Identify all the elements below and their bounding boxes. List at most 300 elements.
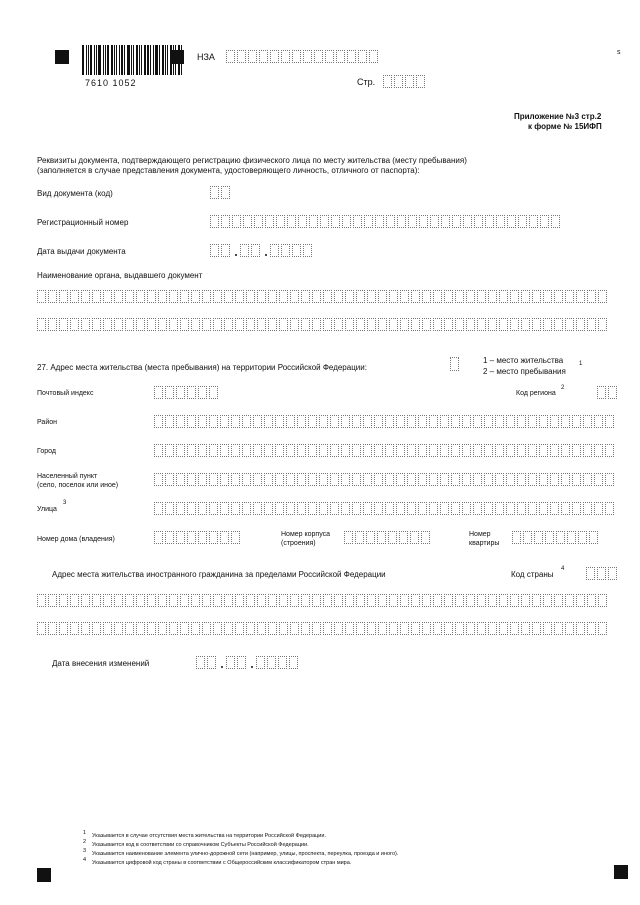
entry-cell[interactable]: [154, 415, 163, 428]
entry-cell[interactable]: [510, 594, 519, 607]
entry-cell[interactable]: [114, 594, 123, 607]
entry-cell[interactable]: [286, 473, 295, 486]
entry-cell[interactable]: [165, 415, 174, 428]
entry-cell[interactable]: [422, 622, 431, 635]
entry-cell[interactable]: [257, 290, 266, 303]
entry-cell[interactable]: [297, 415, 306, 428]
entry-cell[interactable]: [378, 318, 387, 331]
entry-cell[interactable]: [231, 531, 240, 544]
entry-cell[interactable]: [429, 444, 438, 457]
entry-cell[interactable]: [578, 531, 587, 544]
entry-cell[interactable]: [202, 594, 211, 607]
street-cells[interactable]: [154, 502, 616, 515]
entry-cell[interactable]: [209, 386, 218, 399]
entry-cell[interactable]: [308, 502, 317, 515]
entry-cell[interactable]: [314, 50, 323, 63]
issuer-cells-row-1[interactable]: [37, 290, 609, 303]
entry-cell[interactable]: [59, 594, 68, 607]
entry-cell[interactable]: [257, 318, 266, 331]
entry-cell[interactable]: [220, 531, 229, 544]
doc-type-cells[interactable]: [210, 186, 232, 199]
entry-cell[interactable]: [169, 290, 178, 303]
entry-cell[interactable]: [466, 622, 475, 635]
entry-cell[interactable]: [246, 290, 255, 303]
entry-cell[interactable]: [583, 415, 592, 428]
entry-cell[interactable]: [411, 318, 420, 331]
entry-cell[interactable]: [429, 502, 438, 515]
entry-cell[interactable]: [279, 290, 288, 303]
entry-cell[interactable]: [334, 594, 343, 607]
entry-cell[interactable]: [517, 444, 526, 457]
entry-cell[interactable]: [565, 290, 574, 303]
entry-cell[interactable]: [292, 244, 301, 257]
entry-cell[interactable]: [224, 594, 233, 607]
entry-cell[interactable]: [242, 473, 251, 486]
entry-cell[interactable]: [198, 502, 207, 515]
entry-cell[interactable]: [545, 531, 554, 544]
entry-cell[interactable]: [565, 594, 574, 607]
entry-cell[interactable]: [290, 318, 299, 331]
entry-cell[interactable]: [147, 318, 156, 331]
entry-cell[interactable]: [543, 622, 552, 635]
entry-cell[interactable]: [451, 444, 460, 457]
entry-cell[interactable]: [224, 290, 233, 303]
entry-cell[interactable]: [528, 444, 537, 457]
entry-cell[interactable]: [281, 50, 290, 63]
entry-cell[interactable]: [319, 415, 328, 428]
entry-cell[interactable]: [488, 318, 497, 331]
entry-cell[interactable]: [246, 594, 255, 607]
entry-cell[interactable]: [352, 473, 361, 486]
entry-cell[interactable]: [312, 318, 321, 331]
entry-cell[interactable]: [356, 318, 365, 331]
entry-cell[interactable]: [158, 290, 167, 303]
entry-cell[interactable]: [237, 656, 246, 669]
entry-cell[interactable]: [396, 502, 405, 515]
entry-cell[interactable]: [455, 290, 464, 303]
entry-cell[interactable]: [235, 290, 244, 303]
entry-cell[interactable]: [154, 473, 163, 486]
entry-cell[interactable]: [605, 473, 614, 486]
entry-cell[interactable]: [499, 594, 508, 607]
entry-cell[interactable]: [330, 444, 339, 457]
entry-cell[interactable]: [92, 318, 101, 331]
entry-cell[interactable]: [180, 594, 189, 607]
entry-cell[interactable]: [510, 622, 519, 635]
entry-cell[interactable]: [154, 444, 163, 457]
entry-cell[interactable]: [400, 594, 409, 607]
entry-cell[interactable]: [374, 444, 383, 457]
entry-cell[interactable]: [523, 531, 532, 544]
entry-cell[interactable]: [165, 473, 174, 486]
entry-cell[interactable]: [242, 415, 251, 428]
entry-cell[interactable]: [59, 290, 68, 303]
entry-cell[interactable]: [543, 318, 552, 331]
entry-cell[interactable]: [154, 386, 163, 399]
entry-cell[interactable]: [363, 502, 372, 515]
entry-cell[interactable]: [92, 290, 101, 303]
entry-cell[interactable]: [385, 444, 394, 457]
entry-cell[interactable]: [345, 594, 354, 607]
entry-cell[interactable]: [213, 318, 222, 331]
entry-cell[interactable]: [279, 622, 288, 635]
entry-cell[interactable]: [81, 622, 90, 635]
entry-cell[interactable]: [92, 622, 101, 635]
entry-cell[interactable]: [290, 594, 299, 607]
entry-cell[interactable]: [495, 502, 504, 515]
entry-cell[interactable]: [378, 594, 387, 607]
entry-cell[interactable]: [213, 594, 222, 607]
entry-cell[interactable]: [576, 318, 585, 331]
entry-cell[interactable]: [367, 290, 376, 303]
entry-cell[interactable]: [374, 502, 383, 515]
entry-cell[interactable]: [411, 290, 420, 303]
entry-cell[interactable]: [539, 502, 548, 515]
entry-cell[interactable]: [70, 290, 79, 303]
entry-cell[interactable]: [48, 318, 57, 331]
entry-cell[interactable]: [429, 415, 438, 428]
entry-cell[interactable]: [451, 473, 460, 486]
entry-cell[interactable]: [528, 473, 537, 486]
entry-cell[interactable]: [330, 415, 339, 428]
entry-cell[interactable]: [543, 594, 552, 607]
entry-cell[interactable]: [154, 531, 163, 544]
entry-cell[interactable]: [496, 215, 505, 228]
entry-cell[interactable]: [422, 290, 431, 303]
entry-cell[interactable]: [221, 215, 230, 228]
entry-cell[interactable]: [180, 290, 189, 303]
entry-cell[interactable]: [202, 622, 211, 635]
entry-cell[interactable]: [394, 75, 403, 88]
entry-cell[interactable]: [407, 415, 416, 428]
entry-cell[interactable]: [198, 531, 207, 544]
entry-cell[interactable]: [334, 622, 343, 635]
entry-cell[interactable]: [587, 318, 596, 331]
entry-cell[interactable]: [528, 502, 537, 515]
entry-cell[interactable]: [198, 444, 207, 457]
entry-cell[interactable]: [231, 415, 240, 428]
entry-cell[interactable]: [477, 290, 486, 303]
entry-cell[interactable]: [319, 473, 328, 486]
entry-cell[interactable]: [517, 473, 526, 486]
entry-cell[interactable]: [191, 594, 200, 607]
entry-cell[interactable]: [429, 473, 438, 486]
entry-cell[interactable]: [495, 473, 504, 486]
entry-cell[interactable]: [289, 656, 298, 669]
entry-cell[interactable]: [278, 656, 287, 669]
entry-cell[interactable]: [499, 290, 508, 303]
entry-cell[interactable]: [207, 656, 216, 669]
country-cells[interactable]: [586, 567, 619, 580]
entry-cell[interactable]: [521, 290, 530, 303]
entry-cell[interactable]: [242, 444, 251, 457]
entry-cell[interactable]: [187, 386, 196, 399]
entry-cell[interactable]: [331, 215, 340, 228]
entry-cell[interactable]: [103, 594, 112, 607]
entry-cell[interactable]: [279, 318, 288, 331]
entry-cell[interactable]: [325, 50, 334, 63]
entry-cell[interactable]: [352, 502, 361, 515]
entry-cell[interactable]: [532, 594, 541, 607]
entry-cell[interactable]: [334, 290, 343, 303]
entry-cell[interactable]: [352, 444, 361, 457]
entry-cell[interactable]: [499, 318, 508, 331]
entry-cell[interactable]: [235, 318, 244, 331]
entry-cell[interactable]: [377, 531, 386, 544]
entry-cell[interactable]: [210, 186, 219, 199]
entry-cell[interactable]: [191, 622, 200, 635]
entry-cell[interactable]: [374, 473, 383, 486]
entry-cell[interactable]: [510, 290, 519, 303]
entry-cell[interactable]: [418, 502, 427, 515]
entry-cell[interactable]: [330, 502, 339, 515]
entry-cell[interactable]: [477, 594, 486, 607]
entry-cell[interactable]: [532, 318, 541, 331]
entry-cell[interactable]: [136, 594, 145, 607]
entry-cell[interactable]: [301, 622, 310, 635]
entry-cell[interactable]: [336, 50, 345, 63]
entry-cell[interactable]: [598, 594, 607, 607]
entry-cell[interactable]: [191, 318, 200, 331]
entry-cell[interactable]: [231, 473, 240, 486]
entry-cell[interactable]: [433, 622, 442, 635]
entry-cell[interactable]: [385, 502, 394, 515]
entry-cell[interactable]: [367, 318, 376, 331]
entry-cell[interactable]: [341, 415, 350, 428]
entry-cell[interactable]: [583, 502, 592, 515]
entry-cell[interactable]: [473, 473, 482, 486]
entry-cell[interactable]: [341, 444, 350, 457]
entry-cell[interactable]: [433, 594, 442, 607]
district-cells[interactable]: [154, 415, 616, 428]
entry-cell[interactable]: [462, 415, 471, 428]
entry-cell[interactable]: [529, 215, 538, 228]
entry-cell[interactable]: [198, 415, 207, 428]
entry-cell[interactable]: [253, 473, 262, 486]
entry-cell[interactable]: [125, 622, 134, 635]
entry-cell[interactable]: [363, 444, 372, 457]
entry-cell[interactable]: [264, 473, 273, 486]
entry-cell[interactable]: [268, 594, 277, 607]
entry-cell[interactable]: [268, 290, 277, 303]
entry-cell[interactable]: [48, 594, 57, 607]
entry-cell[interactable]: [484, 502, 493, 515]
entry-cell[interactable]: [176, 473, 185, 486]
entry-cell[interactable]: [226, 656, 235, 669]
entry-cell[interactable]: [220, 473, 229, 486]
entry-cell[interactable]: [257, 594, 266, 607]
entry-cell[interactable]: [512, 531, 521, 544]
change-date-cells[interactable]: [196, 656, 300, 669]
entry-cell[interactable]: [323, 290, 332, 303]
entry-cell[interactable]: [572, 502, 581, 515]
entry-cell[interactable]: [576, 290, 585, 303]
entry-cell[interactable]: [550, 502, 559, 515]
entry-cell[interactable]: [176, 444, 185, 457]
entry-cell[interactable]: [587, 622, 596, 635]
entry-cell[interactable]: [440, 473, 449, 486]
entry-cell[interactable]: [550, 415, 559, 428]
entry-cell[interactable]: [209, 502, 218, 515]
entry-cell[interactable]: [303, 244, 312, 257]
entry-cell[interactable]: [495, 444, 504, 457]
entry-cell[interactable]: [210, 244, 219, 257]
entry-cell[interactable]: [455, 318, 464, 331]
entry-cell[interactable]: [405, 75, 414, 88]
entry-cell[interactable]: [136, 622, 145, 635]
entry-cell[interactable]: [196, 656, 205, 669]
entry-cell[interactable]: [301, 290, 310, 303]
entry-cell[interactable]: [444, 594, 453, 607]
entry-cell[interactable]: [243, 215, 252, 228]
entry-cell[interactable]: [312, 290, 321, 303]
entry-cell[interactable]: [191, 290, 200, 303]
entry-cell[interactable]: [356, 622, 365, 635]
entry-cell[interactable]: [220, 444, 229, 457]
entry-cell[interactable]: [355, 531, 364, 544]
entry-cell[interactable]: [572, 473, 581, 486]
entry-cell[interactable]: [389, 594, 398, 607]
entry-cell[interactable]: [356, 594, 365, 607]
entry-cell[interactable]: [444, 318, 453, 331]
entry-cell[interactable]: [220, 502, 229, 515]
entry-cell[interactable]: [594, 444, 603, 457]
entry-cell[interactable]: [605, 444, 614, 457]
entry-cell[interactable]: [565, 318, 574, 331]
entry-cell[interactable]: [605, 502, 614, 515]
entry-cell[interactable]: [323, 318, 332, 331]
entry-cell[interactable]: [444, 622, 453, 635]
entry-cell[interactable]: [267, 656, 276, 669]
entry-cell[interactable]: [312, 622, 321, 635]
entry-cell[interactable]: [444, 290, 453, 303]
entry-cell[interactable]: [473, 502, 482, 515]
entry-cell[interactable]: [92, 594, 101, 607]
entry-cell[interactable]: [231, 502, 240, 515]
entry-cell[interactable]: [59, 318, 68, 331]
entry-cell[interactable]: [594, 415, 603, 428]
entry-cell[interactable]: [341, 502, 350, 515]
entry-cell[interactable]: [180, 622, 189, 635]
entry-cell[interactable]: [358, 50, 367, 63]
entry-cell[interactable]: [253, 415, 262, 428]
entry-cell[interactable]: [597, 386, 606, 399]
entry-cell[interactable]: [594, 502, 603, 515]
entry-cell[interactable]: [48, 622, 57, 635]
entry-cell[interactable]: [598, 290, 607, 303]
entry-cell[interactable]: [506, 502, 515, 515]
entry-cell[interactable]: [594, 473, 603, 486]
entry-cell[interactable]: [450, 357, 459, 371]
entry-cell[interactable]: [473, 415, 482, 428]
entry-cell[interactable]: [323, 622, 332, 635]
entry-cell[interactable]: [385, 473, 394, 486]
entry-cell[interactable]: [165, 444, 174, 457]
entry-cell[interactable]: [286, 415, 295, 428]
entry-cell[interactable]: [521, 622, 530, 635]
entry-cell[interactable]: [253, 502, 262, 515]
entry-cell[interactable]: [103, 622, 112, 635]
entry-cell[interactable]: [254, 215, 263, 228]
foreign-cells-row-2[interactable]: [37, 622, 609, 635]
entry-cell[interactable]: [136, 318, 145, 331]
entry-cell[interactable]: [550, 444, 559, 457]
entry-cell[interactable]: [136, 290, 145, 303]
entry-cell[interactable]: [499, 622, 508, 635]
entry-cell[interactable]: [583, 444, 592, 457]
entry-cell[interactable]: [246, 318, 255, 331]
entry-cell[interactable]: [221, 186, 230, 199]
region-cells[interactable]: [597, 386, 619, 399]
entry-cell[interactable]: [319, 444, 328, 457]
entry-cell[interactable]: [187, 444, 196, 457]
entry-cell[interactable]: [147, 594, 156, 607]
entry-cell[interactable]: [213, 290, 222, 303]
entry-cell[interactable]: [539, 444, 548, 457]
entry-cell[interactable]: [220, 415, 229, 428]
entry-cell[interactable]: [334, 318, 343, 331]
entry-cell[interactable]: [303, 50, 312, 63]
entry-cell[interactable]: [400, 290, 409, 303]
entry-cell[interactable]: [169, 622, 178, 635]
entry-cell[interactable]: [455, 594, 464, 607]
entry-cell[interactable]: [399, 531, 408, 544]
entry-cell[interactable]: [407, 473, 416, 486]
entry-cell[interactable]: [232, 215, 241, 228]
entry-cell[interactable]: [554, 318, 563, 331]
entry-cell[interactable]: [565, 622, 574, 635]
entry-cell[interactable]: [554, 622, 563, 635]
entry-cell[interactable]: [176, 415, 185, 428]
entry-cell[interactable]: [298, 215, 307, 228]
entry-cell[interactable]: [484, 415, 493, 428]
entry-cell[interactable]: [292, 50, 301, 63]
entry-cell[interactable]: [356, 290, 365, 303]
entry-cell[interactable]: [452, 215, 461, 228]
entry-cell[interactable]: [477, 622, 486, 635]
entry-cell[interactable]: [281, 244, 290, 257]
entry-cell[interactable]: [114, 622, 123, 635]
entry-cell[interactable]: [466, 594, 475, 607]
entry-cell[interactable]: [507, 215, 516, 228]
entry-cell[interactable]: [440, 502, 449, 515]
entry-cell[interactable]: [268, 318, 277, 331]
entry-cell[interactable]: [286, 502, 295, 515]
entry-cell[interactable]: [421, 531, 430, 544]
entry-cell[interactable]: [366, 531, 375, 544]
entry-cell[interactable]: [242, 502, 251, 515]
building-cells[interactable]: [344, 531, 432, 544]
entry-cell[interactable]: [561, 502, 570, 515]
city-cells[interactable]: [154, 444, 616, 457]
entry-cell[interactable]: [287, 215, 296, 228]
entry-cell[interactable]: [209, 473, 218, 486]
entry-cell[interactable]: [48, 290, 57, 303]
entry-cell[interactable]: [598, 318, 607, 331]
entry-cell[interactable]: [528, 415, 537, 428]
entry-cell[interactable]: [397, 215, 406, 228]
entry-cell[interactable]: [275, 502, 284, 515]
entry-cell[interactable]: [301, 594, 310, 607]
entry-cell[interactable]: [411, 622, 420, 635]
entry-cell[interactable]: [330, 473, 339, 486]
entry-cell[interactable]: [589, 531, 598, 544]
entry-cell[interactable]: [198, 473, 207, 486]
entry-cell[interactable]: [540, 215, 549, 228]
entry-cell[interactable]: [256, 656, 265, 669]
entry-cell[interactable]: [345, 622, 354, 635]
entry-cell[interactable]: [572, 415, 581, 428]
